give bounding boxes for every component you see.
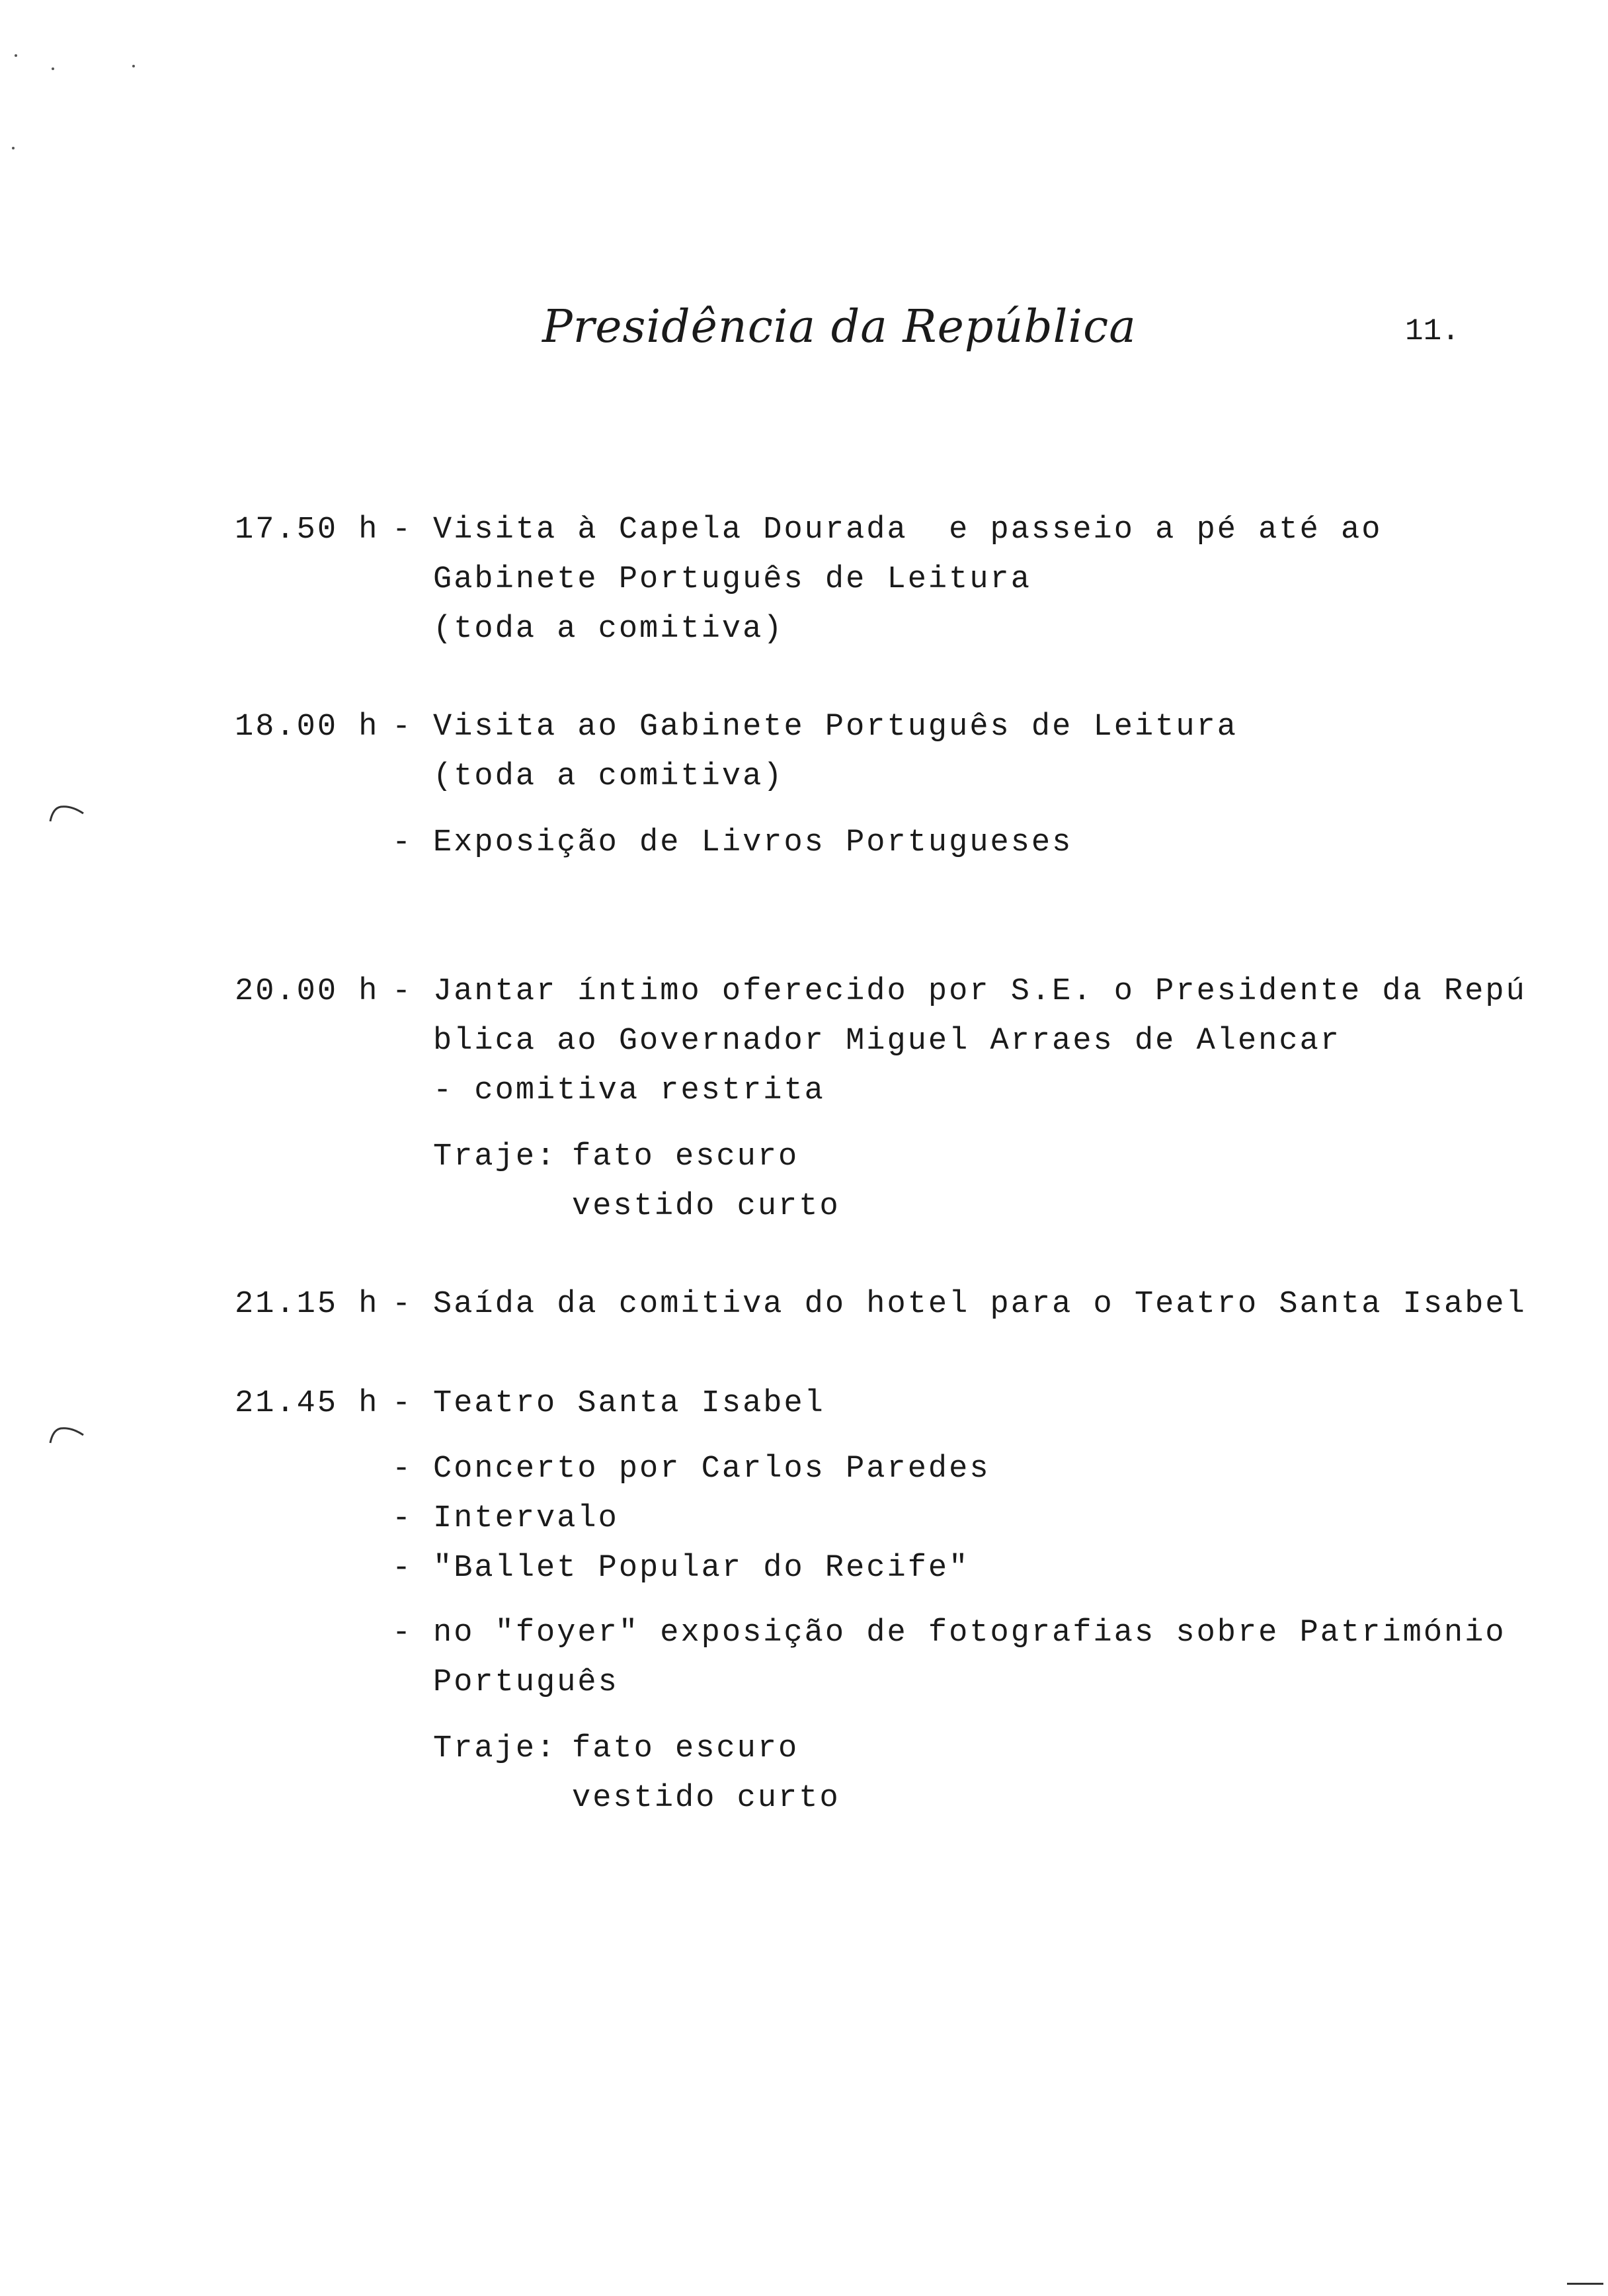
entry-time: 18.00 h	[235, 710, 380, 745]
sub-item: Concerto por Carlos Paredes	[433, 1452, 990, 1487]
letterhead-title: Presidência da República	[542, 301, 1137, 353]
entry-text: blica ao Governador Miguel Arraes de Alencar	[433, 1024, 1342, 1059]
dress-item: vestido curto	[572, 1189, 840, 1224]
scan-speck	[12, 147, 15, 149]
sub-item-dash: -	[392, 1551, 413, 1586]
dress-label: Traje:	[433, 1731, 557, 1766]
sub-item: no "foyer" exposição de fotografias sobre Património	[433, 1616, 1506, 1651]
dress-item: fato escuro	[572, 1139, 799, 1174]
sub-item-dash: -	[392, 1501, 413, 1536]
entry-time: 21.15 h	[235, 1287, 380, 1322]
scan-speck	[15, 54, 17, 57]
bottom-edge-mark	[1567, 2283, 1603, 2285]
entry-text: Gabinete Português de Leitura	[433, 562, 1031, 597]
scan-speck	[132, 65, 135, 67]
sub-item-dash: -	[392, 1452, 413, 1487]
sub-item-dash: -	[392, 825, 413, 860]
sub-item-dash: -	[392, 1616, 413, 1651]
dress-item: vestido curto	[572, 1781, 840, 1816]
entry-dash: -	[392, 1287, 413, 1322]
entry-dash: -	[392, 974, 413, 1009]
entry-text: Visita ao Gabinete Português de Leitura	[433, 710, 1238, 745]
entry-dash: -	[392, 512, 413, 548]
scan-speck	[52, 67, 54, 70]
margin-mark-icon	[46, 800, 86, 827]
dress-item: fato escuro	[572, 1731, 799, 1766]
sub-item: "Ballet Popular do Recife"	[433, 1551, 970, 1586]
entry-text: Visita à Capela Dourada e passeio a pé até ao	[433, 512, 1383, 548]
entry-time: 17.50 h	[235, 512, 380, 548]
sub-item: Intervalo	[433, 1501, 619, 1536]
page-number: 11.	[1405, 314, 1460, 348]
entry-text: - comitiva restrita	[433, 1073, 825, 1108]
entry-text: Jantar íntimo oferecido por S.E. o Presidente da Repú	[433, 974, 1527, 1009]
entry-text: (toda a comitiva)	[433, 759, 784, 794]
sub-item: Português	[433, 1665, 619, 1700]
sub-item: Exposição de Livros Portugueses	[433, 825, 1073, 860]
margin-mark-icon	[46, 1422, 86, 1448]
entry-text: Saída da comitiva do hotel para o Teatro Santa Isabel	[433, 1287, 1527, 1322]
entry-dash: -	[392, 1386, 413, 1421]
entry-text: Teatro Santa Isabel	[433, 1386, 825, 1421]
entry-text: (toda a comitiva)	[433, 612, 784, 647]
dress-label: Traje:	[433, 1139, 557, 1174]
entry-time: 21.45 h	[235, 1386, 380, 1421]
entry-dash: -	[392, 710, 413, 745]
entry-time: 20.00 h	[235, 974, 380, 1009]
